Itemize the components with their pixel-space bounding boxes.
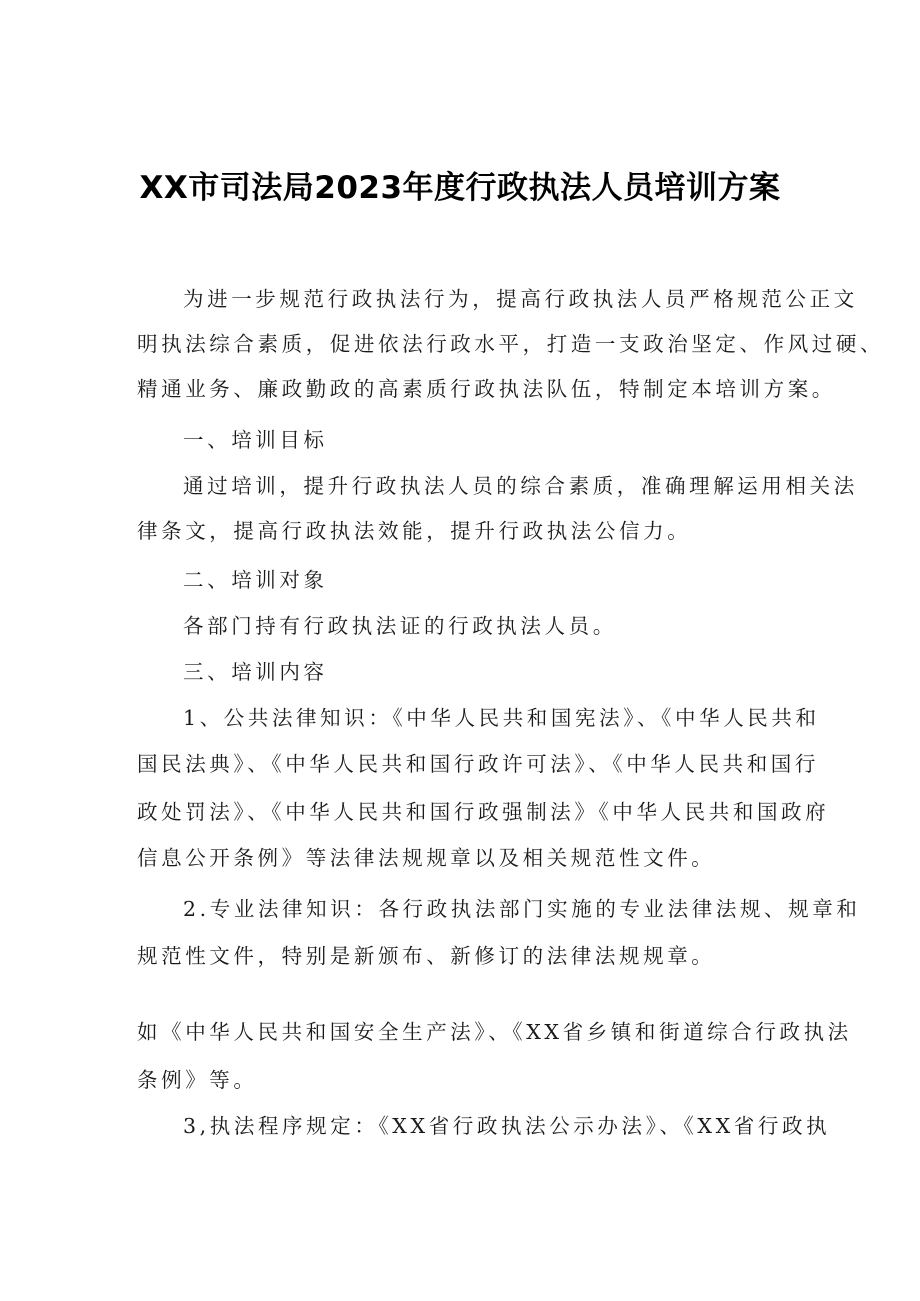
paragraph-line: 明执法综合素质，促进依法行政水平，打造一支政治坚定、作风过硬、 — [137, 332, 885, 356]
paragraph-line: 律条文，提高行政执法效能，提升行政执法公信力。 — [137, 519, 692, 543]
paragraph-line: 各部门持有行政执法证的行政执法人员。 — [183, 614, 617, 638]
section-heading: 三、培训内容 — [183, 660, 328, 684]
paragraph-line: 国民法典》、《中华人民共和国行政许可法》、《中华人民共和国行 — [137, 752, 819, 776]
paragraph-line: 为进一步规范行政执法行为，提高行政执法人员严格规范公正文 — [183, 287, 858, 311]
paragraph-line: 1、公共法律知识：《中华人民共和国宪法》、《中华人民共和 — [183, 706, 820, 730]
section-heading: 一、培训目标 — [183, 428, 328, 452]
paragraph-line: 信息公开条例》等法律法规规章以及相关规范性文件。 — [137, 846, 716, 870]
paragraph-line: 3,执法程序规定：《XX省行政执法公示办法》、《XX省行政执 — [183, 1114, 831, 1138]
paragraph-line: 如《中华人民共和国安全生产法》、《XX省乡镇和街道综合行政执法 — [137, 1020, 852, 1044]
section-heading: 二、培训对象 — [183, 568, 328, 592]
paragraph-line: 2.专业法律知识：各行政执法部门实施的专业法律法规、规章和 — [183, 897, 861, 921]
document-title: XX市司法局2023年度行政执法人员培训方案 — [139, 170, 781, 206]
paragraph-line: 精通业务、廉政勤政的高素质行政执法队伍，特制定本培训方案。 — [137, 377, 836, 401]
paragraph-line: 政处罚法》、《中华人民共和国行政强制法》《中华人民共和国政府 — [137, 800, 830, 824]
paragraph-line: 通过培训，提升行政执法人员的综合素质，准确理解运用相关法 — [183, 474, 858, 498]
paragraph-line: 条例》等。 — [137, 1068, 258, 1092]
paragraph-line: 规范性文件，特别是新颁布、新修订的法律法规规章。 — [137, 944, 716, 968]
